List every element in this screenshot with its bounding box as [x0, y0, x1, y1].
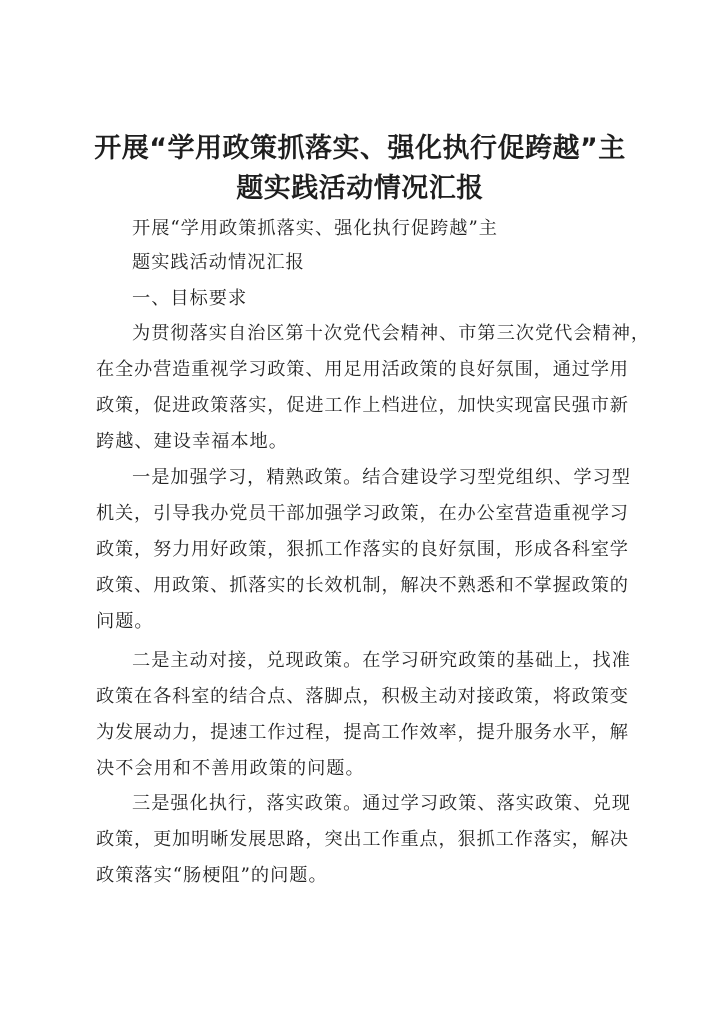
paragraph-2-line-3: 政策，努力用好政策，狠抓工作落实的良好氛围，形成各科室学 [96, 539, 628, 560]
paragraph-3-line-3: 为发展动力，提速工作过程，提高工作效率，提升服务水平，解 [96, 722, 628, 743]
document-title-line-2: 题实践活动情况汇报 [236, 173, 484, 204]
paragraph-1-line-3: 政策，促进政策落实，促进工作上档进位，加快实现富民强市新 [96, 395, 628, 416]
paragraph-1-line-2: 在全办营造重视学习政策、用足用活政策的良好氛围，通过学用 [96, 359, 628, 380]
paragraph-2-line-5: 问题。 [96, 611, 154, 632]
section-heading: 一、目标要求 [132, 288, 248, 309]
paragraph-3-line-1: 二是主动对接，兑现政策。在学习研究政策的基础上，找准 [132, 650, 631, 671]
document-title-line-1: 开展“学用政策抓落实、强化执行促跨越”主 [94, 133, 626, 164]
subtitle-line-2: 题实践活动情况汇报 [132, 252, 305, 273]
paragraph-4-line-3: 政策落实“肠梗阻”的问题。 [96, 865, 328, 886]
paragraph-1-line-1: 为贯彻落实自治区第十次党代会精神、市第三次党代会精神， [132, 323, 651, 344]
paragraph-3-line-4: 决不会用和不善用政策的问题。 [96, 758, 365, 779]
paragraph-2-line-4: 政策、用政策、抓落实的长效机制，解决不熟悉和不掌握政策的 [96, 575, 628, 596]
paragraph-2-line-1: 一是加强学习，精熟政策。结合建设学习型党组织、学习型 [132, 467, 631, 488]
paragraph-4-line-2: 政策，更加明晰发展思路，突出工作重点，狠抓工作落实，解决 [96, 829, 628, 850]
paragraph-4-line-1: 三是强化执行，落实政策。通过学习政策、落实政策、兑现 [132, 793, 631, 814]
paragraph-2-line-2: 机关，引导我办党员干部加强学习政策，在办公室营造重视学习 [96, 503, 628, 524]
subtitle-line-1: 开展“学用政策抓落实、强化执行促跨越”主 [132, 218, 498, 239]
paragraph-1-line-4: 跨越、建设幸福本地。 [96, 431, 288, 452]
paragraph-3-line-2: 政策在各科室的结合点、落脚点，积极主动对接政策，将政策变 [96, 686, 628, 707]
